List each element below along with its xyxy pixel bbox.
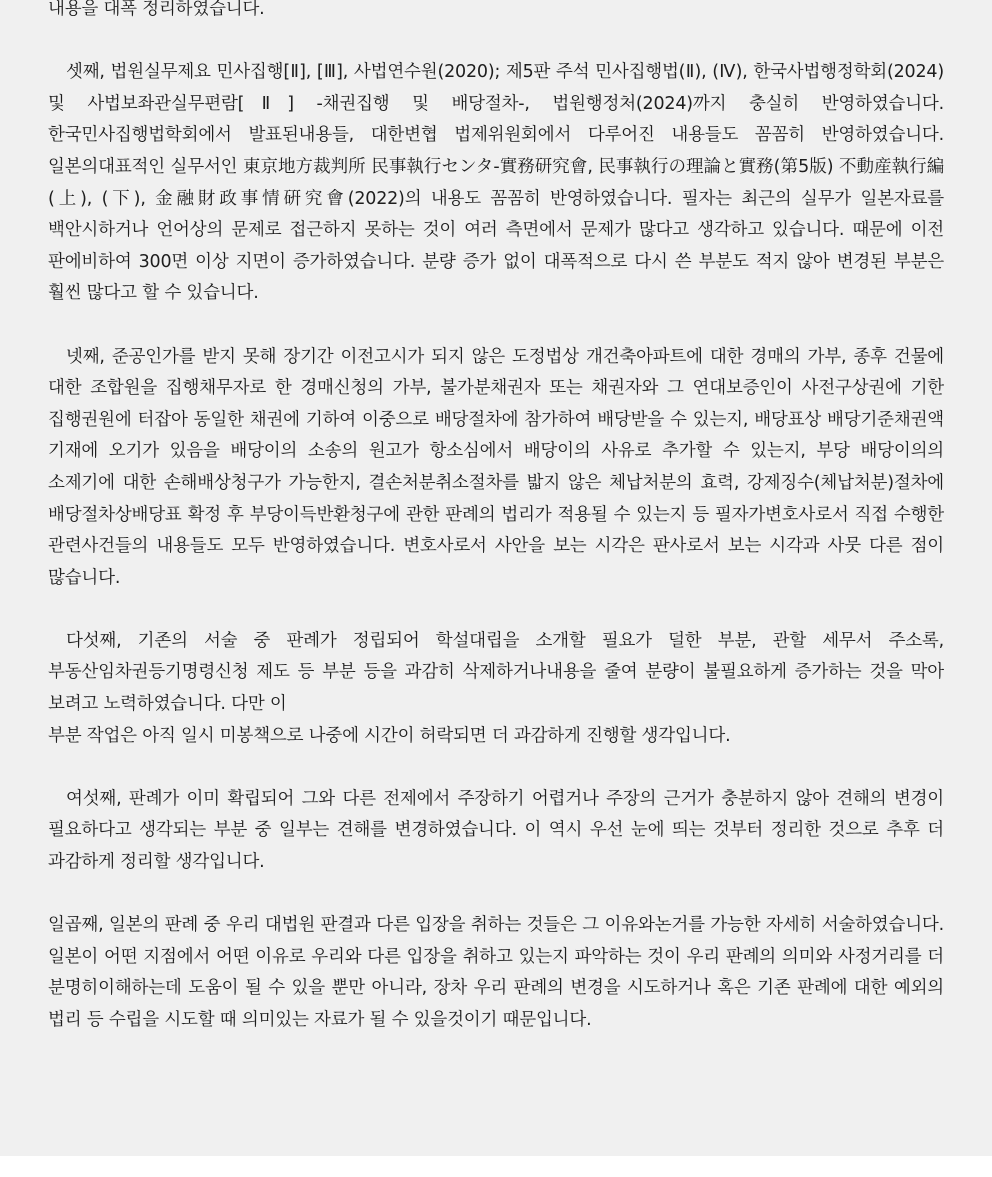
paragraph-third: 셋째, 법원실무제요 민사집행[Ⅱ], [Ⅲ], 사법연수원(2020); 제5판 주석 민사집행법(Ⅱ), (Ⅳ), 한국사법행정학회(2024) 및 사법보좌관실무편람[Ⅱ] -채권집행 및 배당절차-, 법원행정처(2024)까지 충실히 반영하였습니다. 한국민사집행법학회에서 발표된내용들, 대한변협 법제위원회에서 다루어진 내용들도 꼼꼼히 반영하였습니다. 일본의대표적인 실무서인 東京地方裁判所 民事執行センタ-實務研究會, 民事執行の理論と實務(第5版) 不動産執行編(上), (下), 金融財政事情硏究會(2022)의 내용도 꼼꼼히 반영하였습니다. 필자는 최근의 실무가 일본자료를 백안시하거나 언어상의 문제로 접근하지 못하는 것이 여러 측면에서 문제가 많다고 생각하고 있습니다. 때문에 이전 판에비하여 300면 이상 지면이 증가하였습니다. 분량 증가 없이 대폭적으로 다시 쓴 부분도 적지 않아 변경된 부분은 훨씬 많다고 할 수 있습니다.: [48, 62, 944, 304]
paragraph-gap: [48, 594, 944, 626]
paragraph-gap: [48, 752, 944, 784]
paragraph-gap: [48, 26, 944, 58]
paragraph-fifth-continued: 부분 작업은 아직 일시 미봉책으로 나중에 시간이 허락되면 더 과감하게 진행할 생각입니다.: [48, 725, 731, 746]
paragraph-fifth: 다섯째, 기존의 서술 중 판례가 정립되어 학설대립을 소개할 필요가 덜한 부분, 관할 세무서 주소록, 부동산임차권등기명령신청 제도 등 부분 등을 과감히 삭제하거나내용을 줄여 분량이 불필요하게 증가하는 것을 막아 보려고 노력하였습니다. 다만 이: [48, 630, 944, 715]
paragraph-fourth: 넷째, 준공인가를 받지 못해 장기간 이전고시가 되지 않은 도정법상 개건축아파트에 대한 경매의 가부, 종후 건물에 대한 조합원을 집행채무자로 한 경매신청의 가부, 불가분채권자 또는 채권자와 그 연대보증인이 사전구상권에 기한 집행권원에 터잡아 동일한 채권에 기하여 이중으로 배당절차에 참가하여 배당받을 수 있는지, 배당표상 배당기준채권액 기재에 오기가 있음을 배당이의 소송의 원고가 항소심에서 배당이의 사유로 추가할 수 있는지, 부당 배당이의의 소제기에 대한 손해배상청구가 가능한지, 결손처분취소절차를 밟지 않은 체납처분의 효력, 강제징수(체납처분)절차에 배당절차상배당표 확정 후 부당이득반환청구에 관한 판례의 법리가 적용될 수 있는지 등 필자가변호사로서 직접 수행한 관련사건들의 내용들도 모두 반영하였습니다. 변호사로서 사안을 보는 시각은 판사로서 보는 시각과 사뭇 다른 점이 많습니다.: [48, 346, 944, 588]
paragraph-gap: [48, 310, 944, 342]
paragraph-intro-tail: 내용을 대폭 정리하였습니다.: [48, 0, 265, 19]
document-body: [48, 0, 944, 1037]
paragraph-sixth: 여섯째, 판례가 이미 확립되어 그와 다른 전제에서 주장하기 어렵거나 주장의 근거가 충분하지 않아 견해의 변경이 필요하다고 생각되는 부분 중 일부는 견해를 변경하였습니다. 이 역시 우선 눈에 띄는 것부터 정리한 것으로 추후 더 과감하게 정리할 생각입니다.: [48, 788, 944, 873]
paragraph-seventh: 일곱째, 일본의 판례 중 우리 대법원 판결과 다른 입장을 취하는 것들은 그 이유와논거를 가능한 자세히 서술하였습니다. 일본이 어떤 지점에서 어떤 이유로 우리와 다른 입장을 취하고 있는지 파악하는 것이 우리 판례의 의미와 사정거리를 더 분명히이해하는데 도움이 될 수 있을 뿐만 아니라, 장차 우리 판례의 변경을 시도하거나 혹은 기존 판례에 대한 예외의 법리 등 수립을 시도할 때 의미있는 자료가 될 수 있을것이기 때문입니다.: [48, 915, 944, 1030]
paragraph-gap: [48, 879, 944, 911]
